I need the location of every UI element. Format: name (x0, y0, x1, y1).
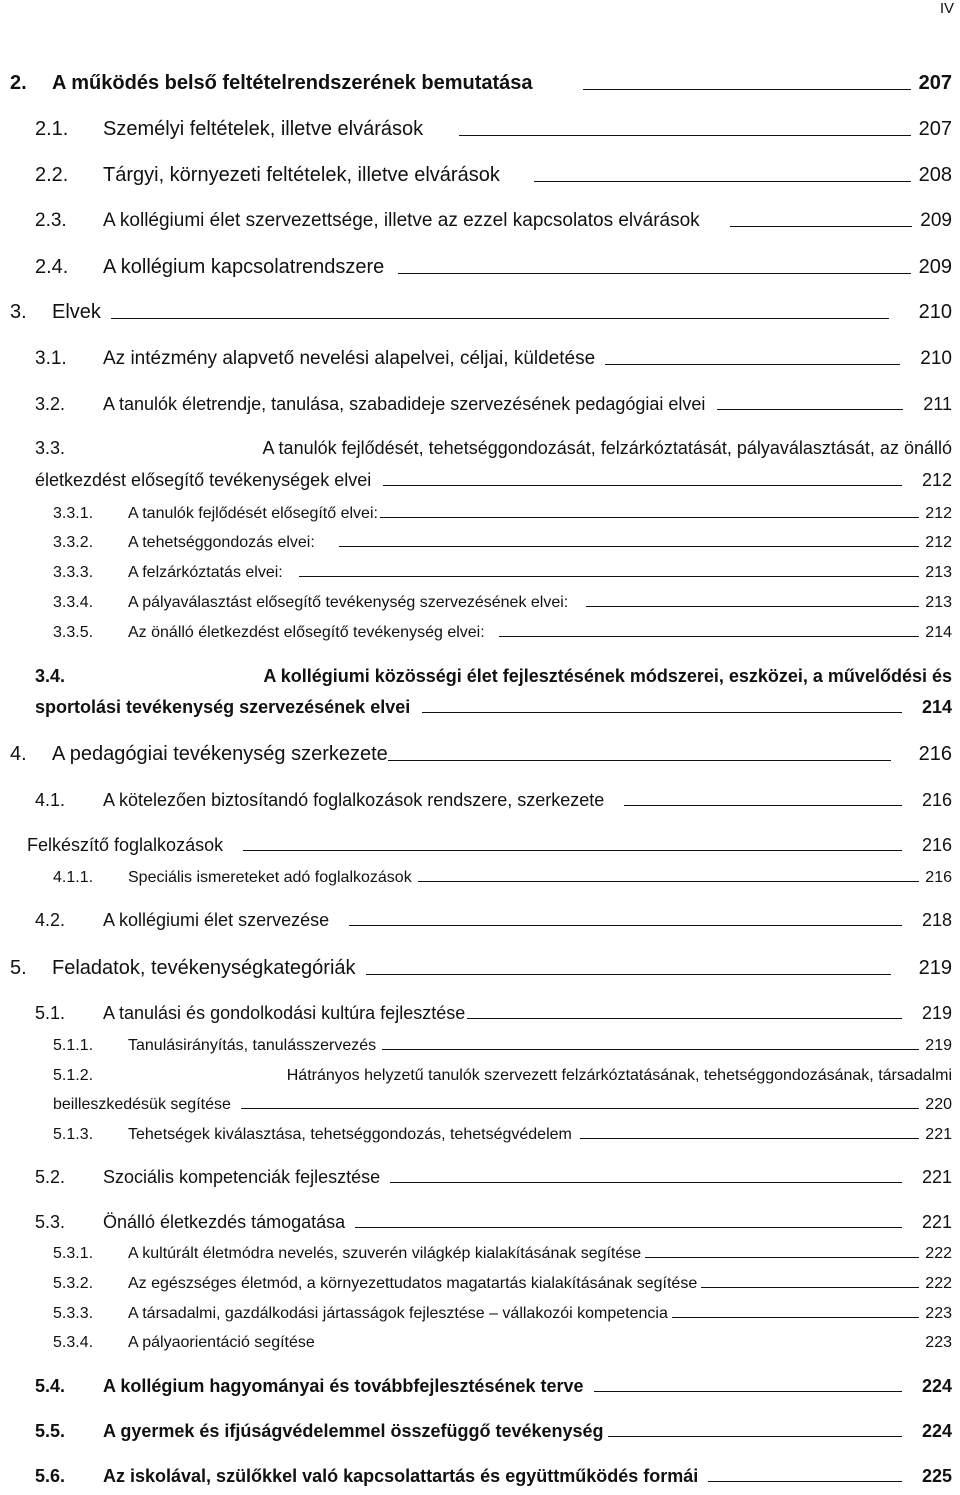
toc-entry-page: 225 (921, 1466, 952, 1486)
toc-entry-number: 4. (10, 743, 27, 765)
toc-entry-line1[interactable] (35, 666, 952, 687)
toc-entry-title: A pályaválasztást elősegítő tevékenység szervezésének elvei: (128, 594, 569, 611)
toc-entry-number: 5.2. (35, 1167, 66, 1187)
toc-entry-page: 220 (925, 1096, 952, 1113)
toc-entry-number: 4.1. (35, 790, 66, 810)
toc-entry-number: 5.1. (35, 1003, 66, 1023)
toc-entry[interactable] (53, 1275, 952, 1293)
toc-entry-page: 222 (925, 1245, 952, 1262)
toc-leader (398, 273, 910, 274)
toc-entry-title: A kollégiumi élet szervezettsége, illetve az ezzel kapcsolatos elvárások (103, 210, 700, 231)
toc-entry-page: 216 (921, 835, 952, 855)
toc-entry[interactable] (35, 118, 952, 141)
toc-entry-title: A tanulók fejlődését, tehetséggondozását, felzárkóztatását, pályaválasztását, az önálló (262, 438, 952, 458)
toc-entry-title: Szociális kompetenciák fejlesztése (103, 1167, 381, 1187)
toc-entry-number: 2.1. (35, 118, 69, 140)
toc-leader (730, 226, 913, 227)
toc-entry-title: beilleszkedésük segítése (53, 1096, 231, 1113)
toc-entry-title: Tehetségek kiválasztása, tehetséggondozás, tehetségvédelem (128, 1126, 572, 1143)
toc-entry[interactable] (53, 594, 952, 612)
toc-entry-number: 3.4. (35, 666, 66, 686)
toc-entry[interactable] (35, 1421, 952, 1442)
toc-entry-title: Tanulásirányítás, tanulásszervezés (128, 1037, 377, 1054)
toc-entry[interactable] (10, 72, 952, 95)
toc-leader (241, 1108, 919, 1109)
toc-entry-title: A kollégiumi közösségi élet fejlesztésének módszerei, eszközei, a művelődési és (263, 666, 952, 686)
toc-entry[interactable] (35, 1376, 952, 1397)
toc-entry-title: A kultúrált életmódra nevelés, szuverén világkép kialakításának segítése (128, 1245, 642, 1262)
toc-entry-line2[interactable] (35, 697, 952, 718)
toc-entry-title: A pályaorientáció segítése (128, 1334, 315, 1351)
page-number: IV (939, 0, 954, 17)
toc-entry-page: 212 (921, 470, 952, 490)
toc-entry-number: 5.1.3. (53, 1126, 94, 1143)
toc-entry[interactable] (35, 210, 952, 232)
toc-entry-number: 2.3. (35, 210, 67, 231)
toc-entry-title: A gyermek és ifjúságvédelemmel összefüggő tevékenység (103, 1421, 604, 1441)
toc-entry-page: 221 (925, 1126, 952, 1143)
toc-entry[interactable] (35, 394, 952, 415)
toc-entry-page: 219 (925, 1037, 952, 1054)
toc-entry-title: A pedagógiai tevékenység szerkezete (52, 743, 388, 765)
toc-entry[interactable] (53, 1334, 952, 1352)
toc-entry[interactable] (35, 1167, 952, 1188)
toc-entry-title: A tanulók fejlődését elősegítő elvei: (128, 505, 378, 522)
toc-leader (339, 546, 919, 547)
toc-leader (111, 318, 889, 319)
toc-entry-title: Elvek (52, 301, 101, 323)
toc-entry-page: 207 (918, 72, 952, 94)
toc-leader (583, 89, 911, 90)
toc-leader (299, 576, 920, 577)
toc-entry-number: 2. (10, 72, 27, 94)
toc-entry-page: 221 (921, 1212, 952, 1232)
toc-entry[interactable] (35, 1003, 952, 1024)
toc-leader (459, 135, 910, 136)
toc-entry-title: A kollégium kapcsolatrendszere (103, 256, 385, 278)
toc-entry-number: 3.3.4. (53, 594, 94, 611)
toc-entry-page: 216 (925, 869, 952, 886)
toc-entry[interactable] (53, 624, 952, 642)
toc-entry-number: 3.3.3. (53, 564, 94, 581)
toc-entry[interactable] (35, 1212, 952, 1233)
toc-entry-page: 214 (925, 624, 952, 641)
toc-entry[interactable] (53, 1305, 952, 1323)
toc-entry-title: A felzárkóztatás elvei: (128, 564, 283, 581)
toc-entry-number: 5.1.1. (53, 1037, 94, 1054)
toc-entry-page: 212 (925, 505, 952, 522)
toc-leader (624, 805, 902, 806)
toc-entry-title: Az önálló életkezdést elősegítő tevékenység elvei: (128, 624, 485, 641)
toc-entry-line1[interactable] (35, 438, 952, 459)
toc-entry-title: A tanulási és gondolkodási kultúra fejlesztése (103, 1003, 466, 1023)
toc-entry-page: 216 (921, 790, 952, 810)
toc-leader (418, 881, 920, 882)
toc-entry-title: A működés belső feltételrendszerének bemutatása (52, 72, 533, 94)
toc-entry-title: sportolási tevékenység szervezésének elvei (35, 697, 411, 717)
toc-leader (422, 712, 902, 713)
toc-entry[interactable] (53, 1126, 952, 1144)
toc-leader (499, 636, 920, 637)
toc-entry[interactable] (53, 564, 952, 582)
toc-entry-number: 5.4. (35, 1376, 66, 1396)
toc-entry-page: 216 (918, 743, 952, 765)
toc-entry-title: életkezdést elősegítő tevékenységek elvei (35, 470, 372, 490)
toc-entry-number: 4.2. (35, 910, 66, 930)
toc-entry-number: 3.3.2. (53, 534, 94, 551)
toc-leader (701, 1287, 919, 1288)
toc-entry-page: 212 (925, 534, 952, 551)
toc-entry-page: 224 (921, 1421, 952, 1441)
toc-entry-title: A tanulók életrendje, tanulása, szabadideje szervezésének pedagógiai elvei (103, 394, 706, 414)
toc-entry-page: 211 (923, 394, 952, 414)
toc-entry-title: Felkészítő foglalkozások (27, 835, 224, 855)
toc-entry-number: 3.3. (35, 438, 66, 458)
toc-entry-number: 3.3.5. (53, 624, 94, 641)
toc-entry[interactable] (35, 348, 952, 370)
toc-entry-page: 209 (920, 210, 952, 231)
toc-entry-title: Önálló életkezdés támogatása (103, 1212, 346, 1232)
toc-entry-number: 2.4. (35, 256, 69, 278)
toc-entry-number: 5.3.2. (53, 1275, 94, 1292)
toc-entry-number: 5.6. (35, 1466, 66, 1486)
toc-entry[interactable] (53, 1037, 952, 1055)
toc-entry[interactable] (53, 869, 952, 887)
toc-leader (534, 181, 911, 182)
toc-entry-page: 210 (920, 348, 952, 369)
toc-entry-title: Speciális ismereteket adó foglalkozások (128, 869, 412, 886)
toc-leader (380, 517, 919, 518)
toc-entry-page: 219 (918, 957, 952, 979)
toc-entry-title: A kollégiumi élet szervezése (103, 910, 330, 930)
toc-leader (467, 1018, 902, 1019)
toc-entry-line2[interactable] (53, 1096, 952, 1114)
toc-leader (382, 1049, 919, 1050)
toc-entry-number: 3.3.1. (53, 505, 94, 522)
toc-entry-line1[interactable] (53, 1067, 952, 1085)
toc-leader (349, 925, 902, 926)
toc-entry-page: 210 (918, 301, 952, 323)
toc-leader (672, 1317, 919, 1318)
toc-entry[interactable] (10, 957, 952, 980)
toc-entry[interactable] (35, 164, 952, 187)
toc-leader (390, 1182, 902, 1183)
toc-leader (594, 1391, 902, 1392)
toc-entry[interactable] (27, 835, 952, 856)
toc-entry-page: 218 (921, 910, 952, 930)
toc-entry-line2[interactable] (35, 470, 952, 491)
toc-entry-title: Feladatok, tevékenységkategóriák (52, 957, 356, 979)
toc-entry[interactable] (10, 743, 952, 766)
toc-leader (708, 1481, 902, 1482)
toc-entry-title: Az egészséges életmód, a környezettudatos magatartás kialakításának segítése (128, 1275, 698, 1292)
toc-entry-page: 222 (925, 1275, 952, 1292)
toc-entry-number: 5.3.3. (53, 1305, 94, 1322)
toc-entry-number: 3.2. (35, 394, 66, 414)
toc-entry-title: Az intézmény alapvető nevelési alapelvei, céljai, küldetése (103, 348, 596, 369)
toc-entry-number: 3. (10, 301, 27, 323)
toc-entry-title: A tehetséggondozás elvei: (128, 534, 315, 551)
toc-entry-number: 5. (10, 957, 27, 979)
toc-entry-number: 5.3.4. (53, 1334, 94, 1351)
toc-leader (355, 1227, 902, 1228)
toc-entry-page: 208 (918, 164, 952, 186)
toc-leader (366, 974, 891, 975)
toc-entry-page: 213 (925, 594, 952, 611)
toc-entry[interactable] (53, 1245, 952, 1263)
toc-entry-page: 207 (918, 118, 952, 140)
toc-entry-page: 223 (925, 1305, 952, 1322)
toc-entry-page: 209 (918, 256, 952, 278)
toc-entry-title: Tárgyi, környezeti feltételek, illetve elvárások (103, 164, 500, 186)
toc-entry-number: 5.5. (35, 1421, 66, 1441)
toc-entry-page: 219 (921, 1003, 952, 1023)
toc-leader (388, 760, 891, 761)
toc-entry-page: 214 (921, 697, 952, 717)
toc-entry[interactable] (35, 790, 952, 811)
toc-leader (586, 606, 919, 607)
toc-leader (243, 850, 902, 851)
toc-entry-title: Az iskolával, szülőkkel való kapcsolattartás és együttműködés formái (103, 1466, 699, 1486)
toc-entry[interactable] (10, 301, 952, 324)
toc-entry-number: 5.3.1. (53, 1245, 94, 1262)
toc-entry-page: 224 (921, 1376, 952, 1396)
toc-entry-page: 221 (921, 1167, 952, 1187)
toc-entry[interactable] (35, 1466, 952, 1487)
toc-entry-number: 5.1.2. (53, 1067, 94, 1084)
toc-entry[interactable] (53, 505, 952, 523)
toc-entry-number: 3.1. (35, 348, 67, 369)
toc-leader (608, 1436, 902, 1437)
toc-entry-title: Hátrányos helyzetű tanulók szervezett felzárkóztatásának, tehetséggondozásának, társadalmi (286, 1067, 952, 1084)
toc-leader (717, 409, 903, 410)
toc-entry-title: A kötelezően biztosítandó foglalkozások rendszere, szerkezete (103, 790, 605, 810)
toc-entry-title: A társadalmi, gazdálkodási jártasságok fejlesztése – vállakozói kompetencia (128, 1305, 668, 1322)
toc-entry-title: Személyi feltételek, illetve elvárások (103, 118, 424, 140)
toc-entry[interactable] (35, 256, 952, 279)
toc-entry[interactable] (35, 910, 952, 931)
toc-entry-title: A kollégium hagyományai és továbbfejlesztésének terve (103, 1376, 584, 1396)
toc-entry-page: 223 (925, 1334, 952, 1351)
toc-entry-page: 213 (925, 564, 952, 581)
toc-entry-number: 5.3. (35, 1212, 66, 1232)
toc-entry[interactable] (53, 534, 952, 552)
toc-leader (383, 485, 902, 486)
toc-entry-number: 4.1.1. (53, 869, 94, 886)
toc-entry-number: 2.2. (35, 164, 69, 186)
toc-leader (580, 1138, 919, 1139)
toc-leader (645, 1257, 919, 1258)
toc-leader (605, 364, 900, 365)
